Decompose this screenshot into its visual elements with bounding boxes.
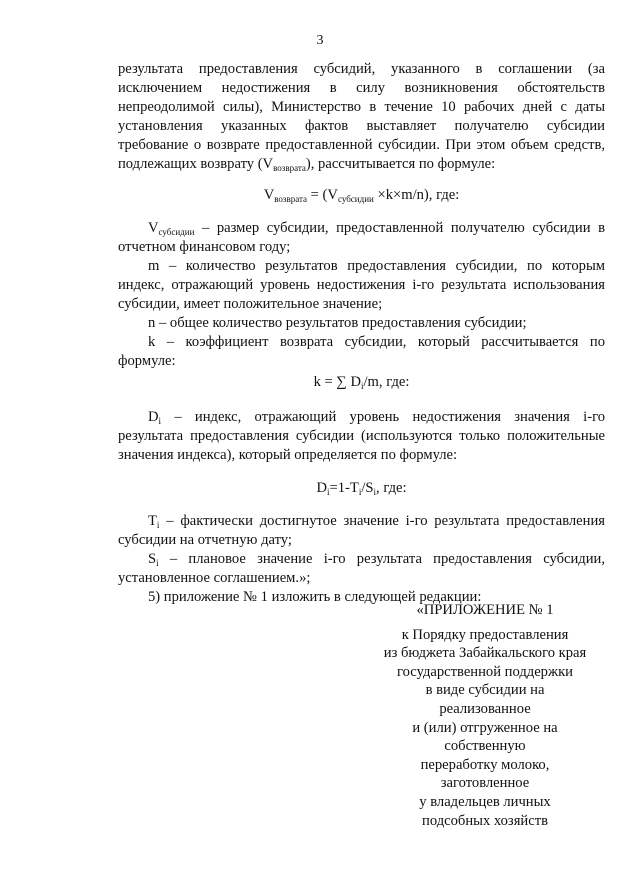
appendix-line: у владельцев личных xyxy=(419,793,551,810)
appendix-line: к Порядку предоставления xyxy=(401,626,569,643)
appendix-line: государственной поддержки xyxy=(397,663,573,680)
definition-m: m – количество результатов предоставления субсидии, по которым индекс, отражающий уровень недостижения i-го результата использования субсидии, имеет положительное значение; xyxy=(118,258,605,312)
formula-k: k = ∑ $D_i/m$, где: xyxy=(313,374,410,391)
definition-n: n – общее количество результатов предоставления субсидии; xyxy=(148,315,527,331)
appendix-line: подсобных хозяйств xyxy=(422,812,548,829)
definition-k: k – коэффициент возврата субсидии, который рассчитывается по формуле: xyxy=(118,334,605,369)
document-body xyxy=(118,60,605,607)
paragraph-refund-condition xyxy=(118,60,605,174)
definition-s: $S_i$ – плановое значение i-го результата предоставления субсидии, установленное соглашением.»; xyxy=(118,551,605,586)
definition-t: $T_i$ – фактически достигнутое значение i-го результата предоставления субсидии на отчетную дату; xyxy=(118,513,605,548)
subscript: возврата xyxy=(273,163,306,173)
appendix-title: «ПРИЛОЖЕНИЕ № 1 xyxy=(416,602,554,618)
appendix-line: переработку молоко, заготовленное xyxy=(420,756,550,792)
appendix-line: в виде субсидии на реализованное xyxy=(425,682,545,717)
formula-refund-volume: $V_{возврата} = (V_{субсидии} \times k\times m/n)$, где: xyxy=(263,187,460,204)
appendix-line: из бюджета Забайкальского края xyxy=(383,645,587,662)
page-number: 3 xyxy=(316,33,324,48)
paragraph-text: результата предоставления субсидий, указанного в соглашении (за исключением недостижения в силу возникновения обстоятельств непреодолимой силы), Министерство в течение 10 рабочих дней с даты установления указанных фактов выставляет получателю субсидии требование о возврате предоставленной субсидии. При этом объем средств, подлежащих возврату (V xyxy=(118,61,605,172)
paragraph-text-end: ), рассчитывается по формуле: xyxy=(305,156,496,172)
formula-d: $D_i=1-T_i/S_i$, где: xyxy=(316,480,407,497)
item-5: 5) приложение № 1 изложить в следующей редакции: xyxy=(148,589,482,605)
appendix-line: и (или) отгруженное на собственную xyxy=(412,719,558,755)
appendix-header xyxy=(380,601,590,830)
definition-v-subsidy: $V_{субсидии}$ – размер субсидии, предоставленной получателю субсидии в отчетном финансовом году; xyxy=(118,220,605,255)
definition-d: $D_i$ – индекс, отражающий уровень недостижения значения i-го результата предоставления субсидии (используются только положительные значения индекса), который определяется по формуле: xyxy=(118,409,605,463)
